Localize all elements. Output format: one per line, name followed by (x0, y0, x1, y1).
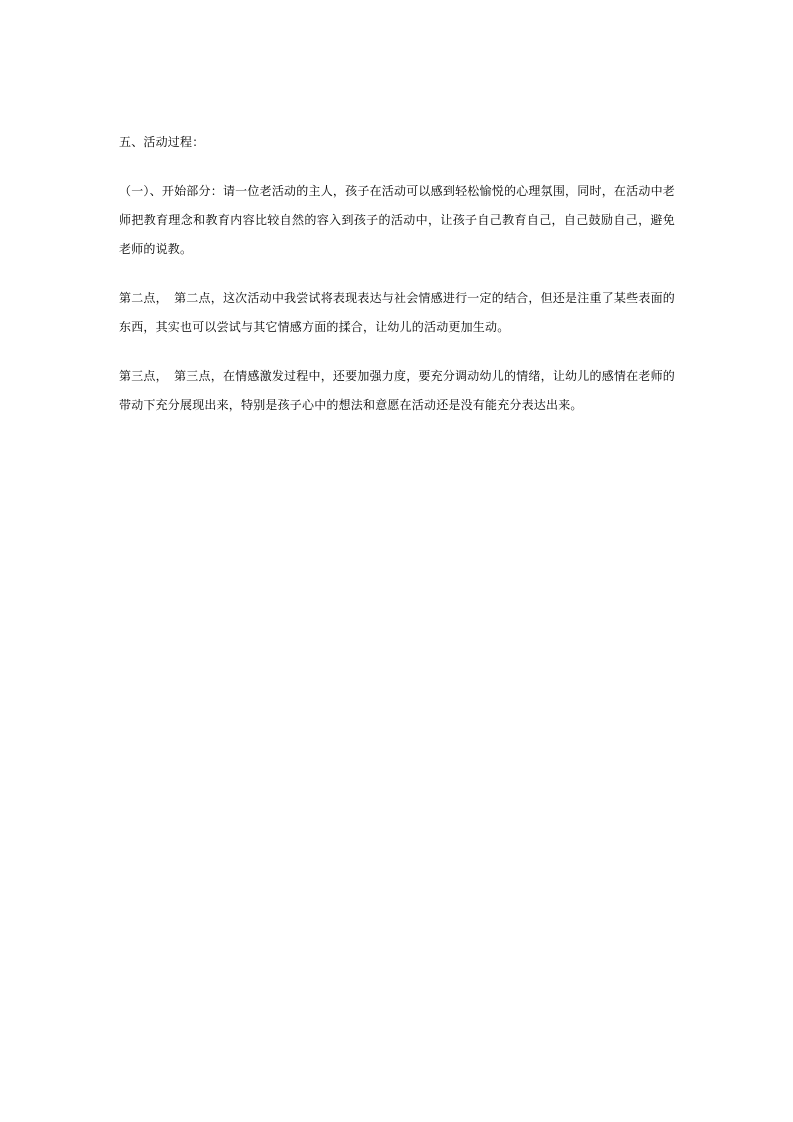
paragraph-third-point: 第三点， 第三点，在情感激发过程中，还要加强力度，要充分调动幼儿的情绪，让幼儿的感情在老师的带动下充分展现出来，特别是孩子心中的想法和意愿在活动还是没有能充分表达出来。 (119, 369, 675, 412)
paragraph-second-point: 第二点， 第二点，这次活动中我尝试将表现表达与社会情感进行一定的结合，但还是注重了某些表面的东西，其实也可以尝试与其它情感方面的揉合，让幼儿的活动更加生动。 (119, 291, 675, 334)
section-heading: 五、活动过程： (119, 135, 205, 149)
paragraph-opening: （一）、开始部分：请一位老活动的主人，孩子在活动可以感到轻松愉悦的心理氛围，同时，在活动中老师把教育理念和教育内容比较自然的容入到孩子的活动中，让孩子自己教育自己，自己鼓励自己，避免老师的说教。 (119, 184, 675, 256)
document-body (119, 128, 675, 440)
